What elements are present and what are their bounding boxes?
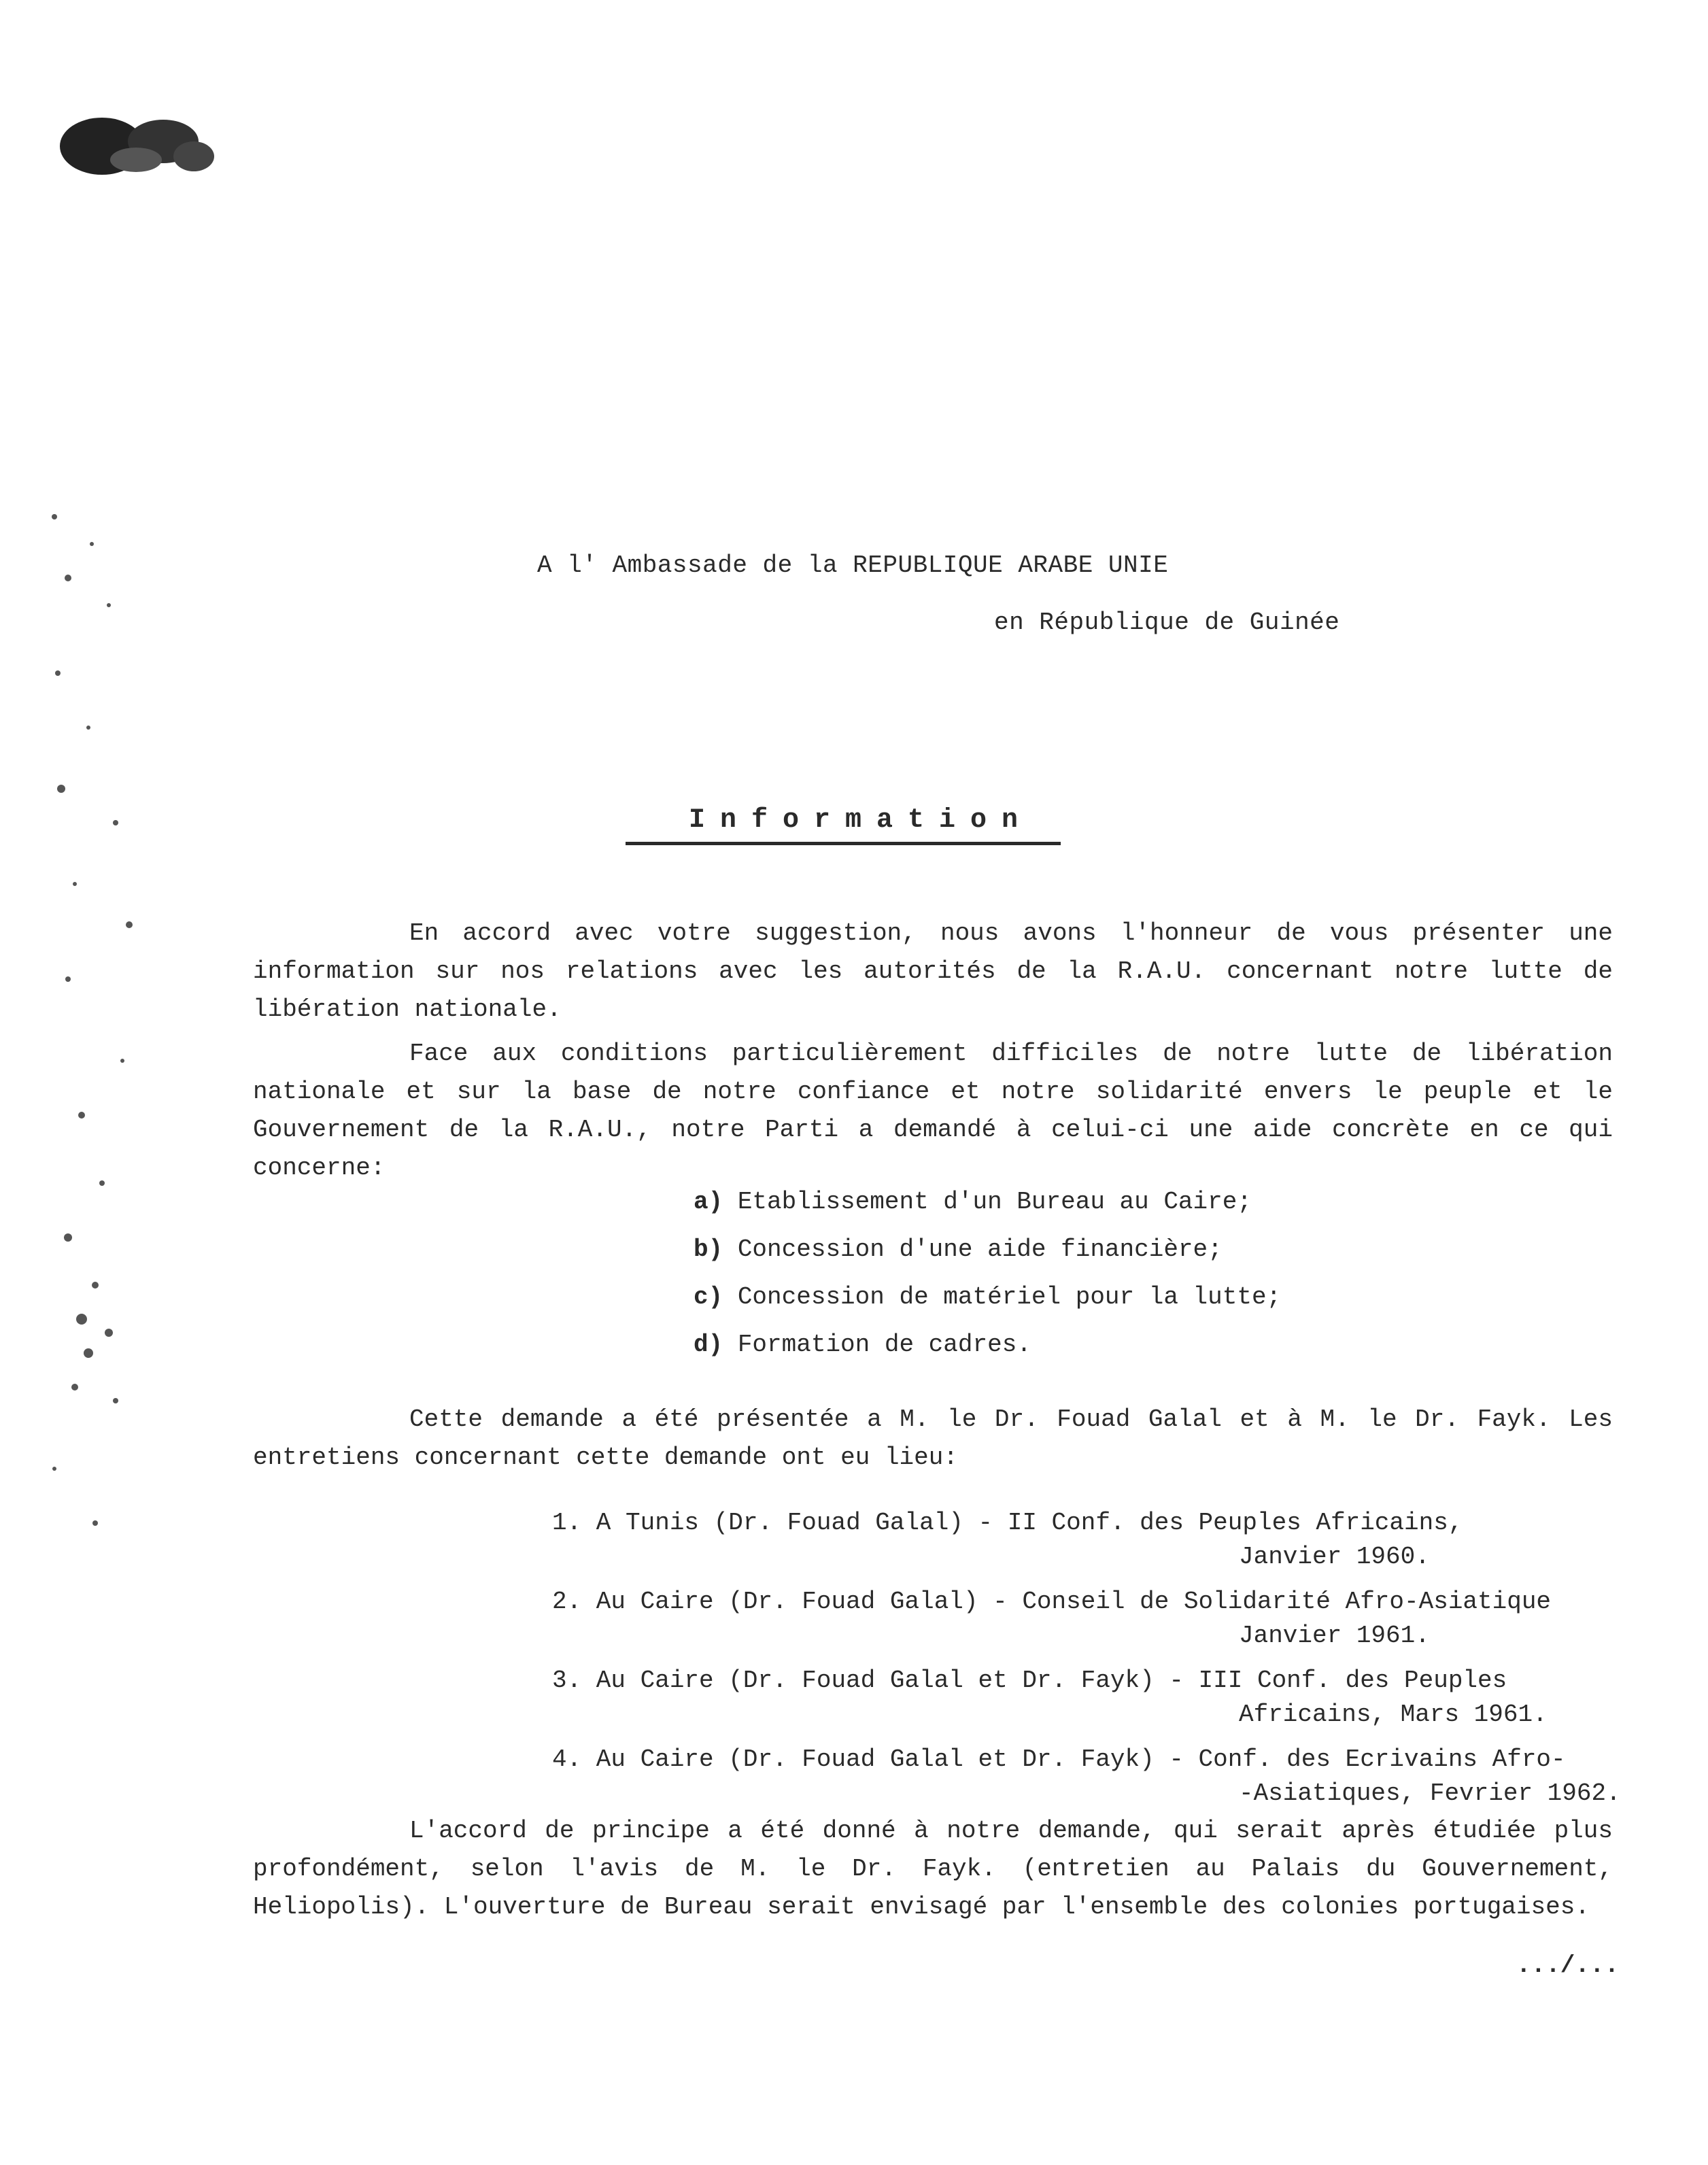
list-item: b) Concession d'une aide financière; xyxy=(694,1235,1223,1263)
paragraph-intro xyxy=(253,915,1613,1029)
request-list xyxy=(694,1183,1281,1374)
paragraph-text: L'accord de principe a été donné à notre demande, qui serait après étudiée plus profondément, selon l'avis de M. le Dr. Fayk. (entretien au Palais du Gouvernement, Heliopolis). L'ouverture de Bureau serait envisagé par l'ensemble des colonies portugaises. xyxy=(253,1817,1613,1921)
paragraph-request xyxy=(253,1035,1613,1187)
margin-specks xyxy=(27,503,143,1591)
paragraph-meetings xyxy=(253,1401,1613,1477)
addressee-line-1: A l' Ambassade de la REPUBLIQUE ARABE UNIE xyxy=(537,551,1169,579)
list-item: 3. Au Caire (Dr. Fouad Galal et Dr. Fayk) - III Conf. des Peuples Africains, Mars 1961. xyxy=(552,1667,1548,1728)
paragraph-text: En accord avec votre suggestion, nous avons l'honneur de vous présenter une information sur nos relations avec les autorités de la R.A.U. concernant notre lutte de libération nationale. xyxy=(253,919,1613,1023)
list-item: a) Etablissement d'un Bureau au Caire; xyxy=(694,1188,1252,1216)
continuation-mark: .../... xyxy=(1516,1951,1620,1979)
paragraph-agreement xyxy=(253,1812,1613,1926)
ink-stain xyxy=(54,109,218,184)
addressee-line-2: en République de Guinée xyxy=(994,609,1340,636)
paragraph-text: Face aux conditions particulièrement difficiles de notre lutte de libération nationale et sur la base de notre confiance et notre solidarité envers le peuple et le Gouvernement de la R.A.U., notre Parti a demandé à celui-ci une aide concrète en ce qui concerne: xyxy=(253,1040,1613,1182)
list-item: 4. Au Caire (Dr. Fouad Galal et Dr. Fayk) - Conf. des Ecrivains Afro- -Asiatiques, Fevrier 1962. xyxy=(552,1745,1621,1807)
list-item: 2. Au Caire (Dr. Fouad Galal) - Conseil de Solidarité Afro-Asiatique Janvier 1961. xyxy=(552,1588,1552,1650)
paragraph-text: Cette demande a été présentée a M. le Dr. Fouad Galal et à M. le Dr. Fayk. Les entretiens concernant cette demande ont eu lieu: xyxy=(253,1405,1613,1471)
list-item: d) Formation de cadres. xyxy=(694,1331,1031,1359)
list-item: c) Concession de matériel pour la lutte; xyxy=(694,1283,1282,1311)
title-underline xyxy=(626,842,1061,845)
document-title: Information xyxy=(688,805,1034,836)
meetings-list xyxy=(552,1506,1621,1822)
list-item: 1. A Tunis (Dr. Fouad Galal) - II Conf. des Peuples Africains, Janvier 1960. xyxy=(552,1509,1463,1571)
